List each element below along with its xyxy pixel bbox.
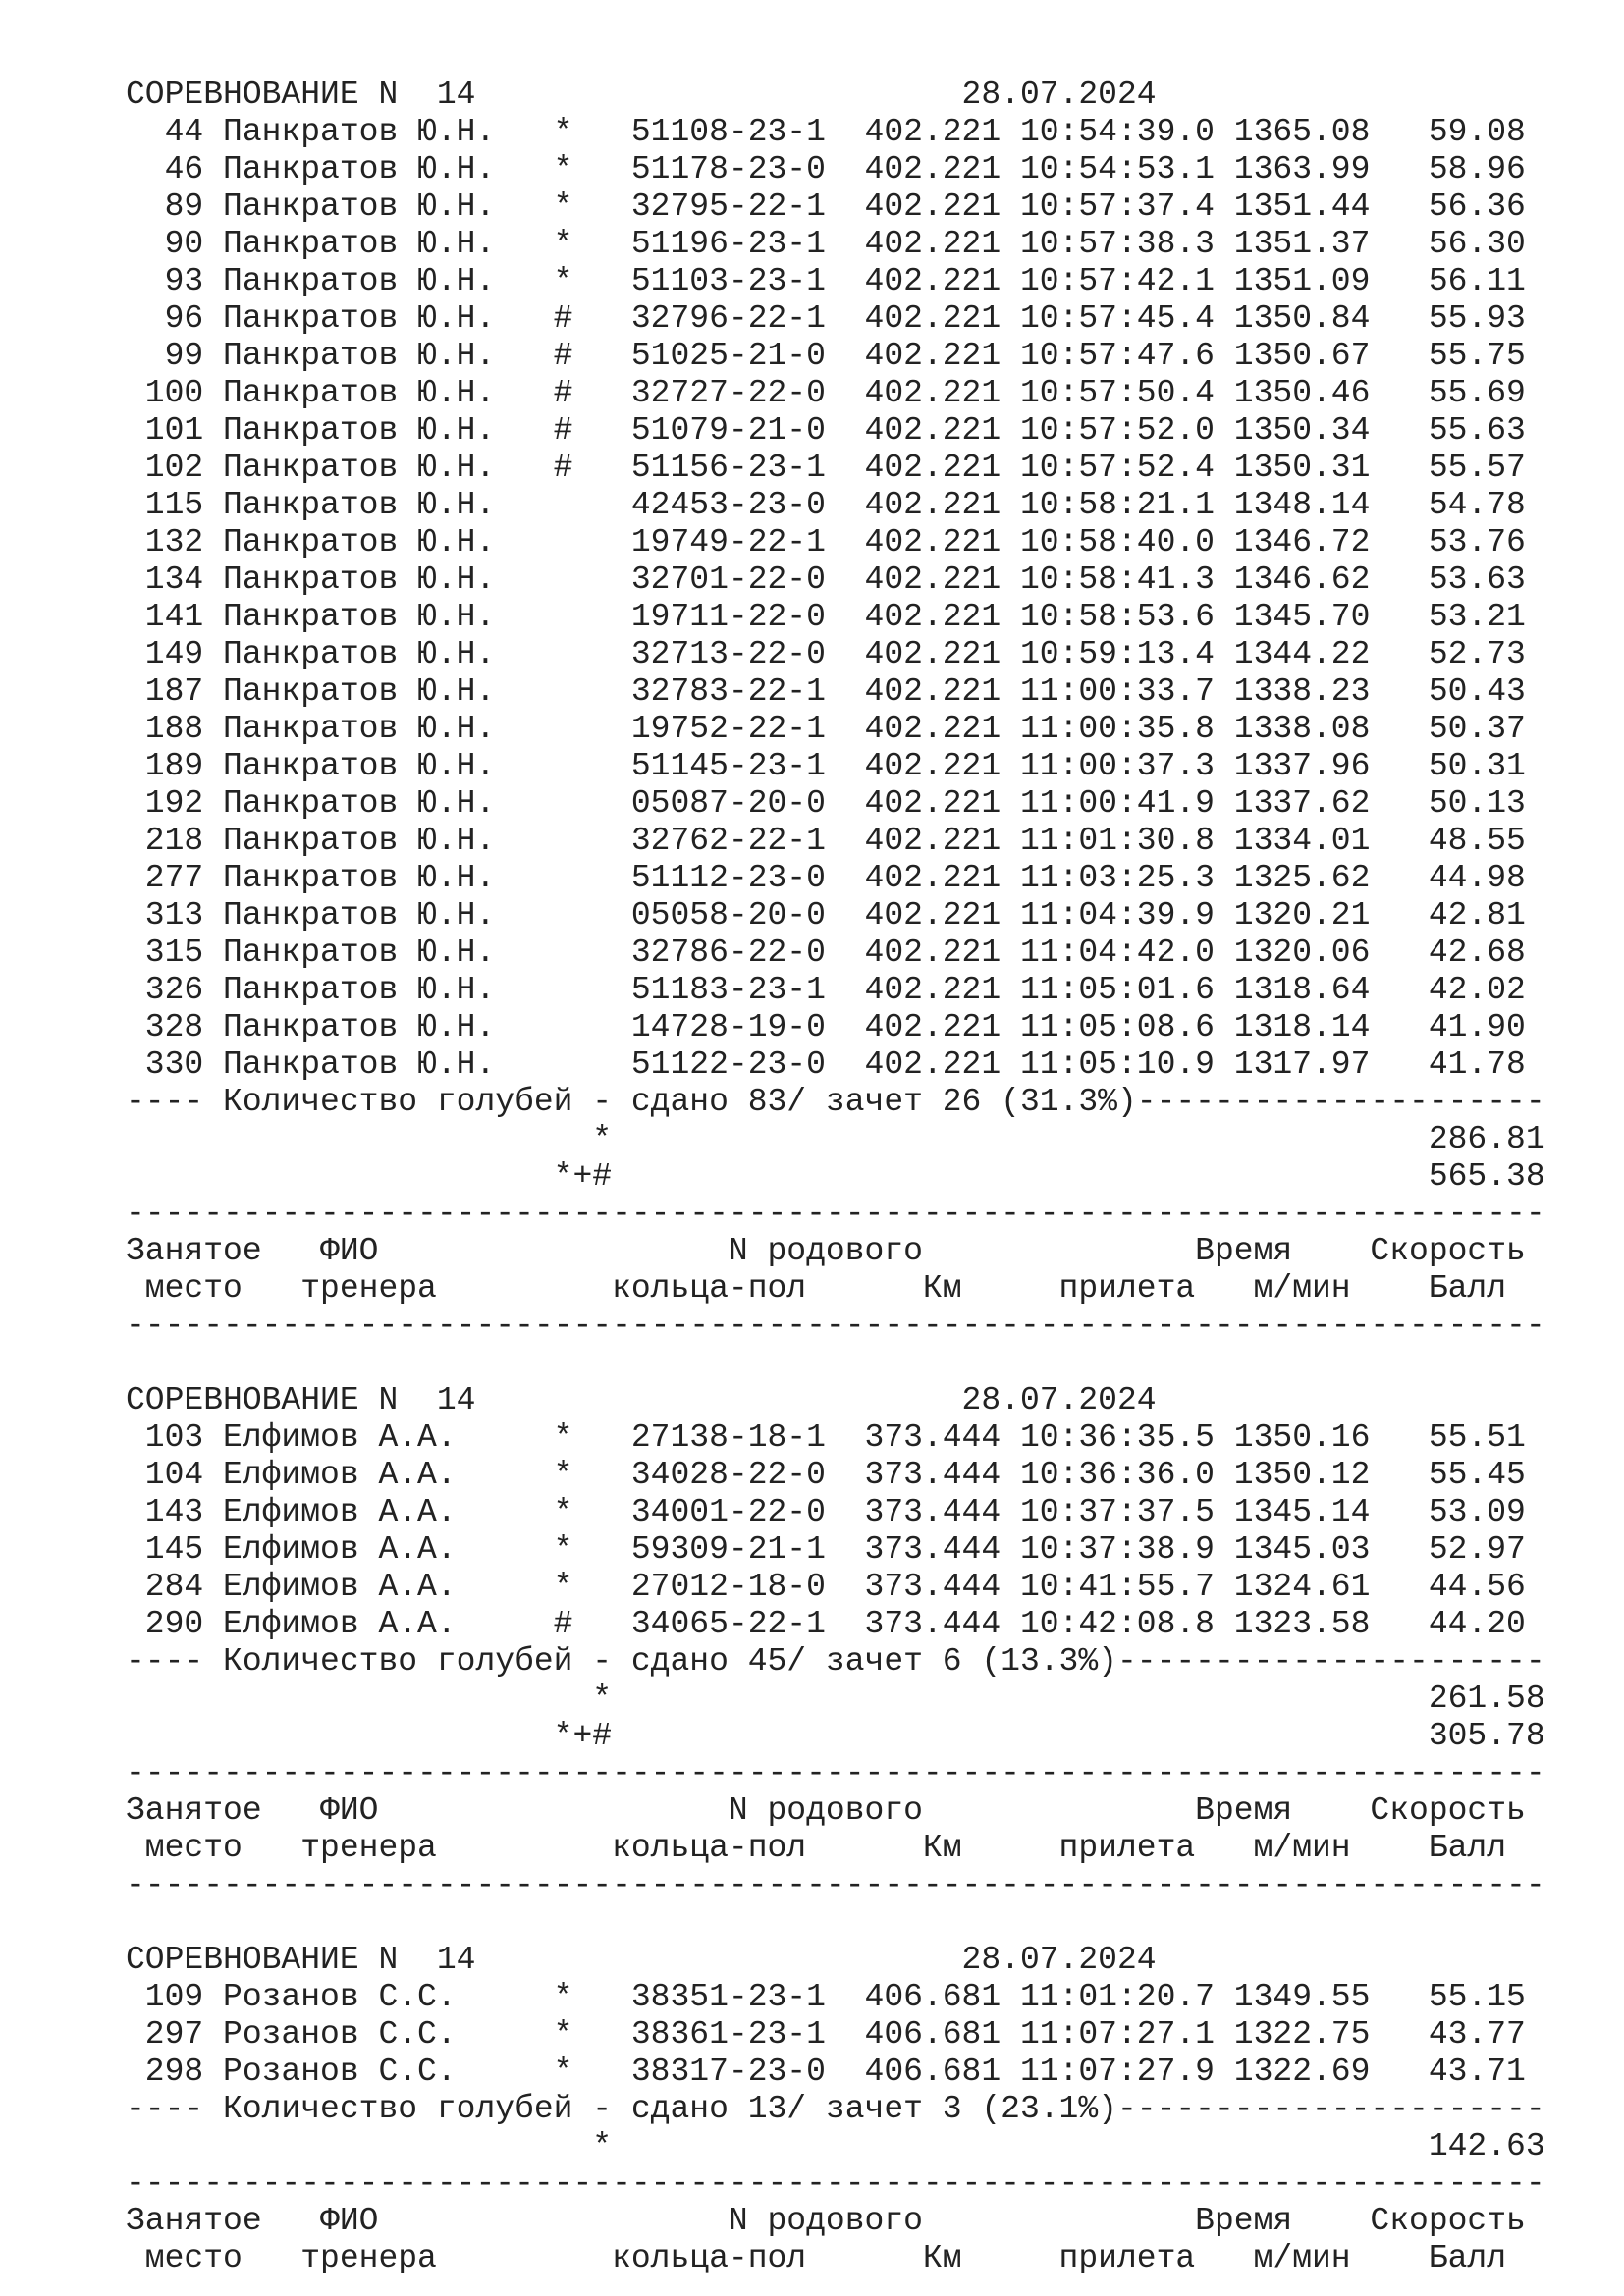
table-row: 328 Панкратов Ю.Н. 14728-19-0 402.221 11:05:08.6 1318.14 41.90: [126, 1009, 1526, 1045]
total-line: *+# 305.78: [126, 1718, 1545, 1754]
table-row: 330 Панкратов Ю.Н. 51122-23-0 402.221 11:05:10.9 1317.97 41.78: [126, 1046, 1526, 1083]
divider: -------------------------------------------------------------------------: [126, 1196, 1545, 1232]
table-row: 109 Розанов С.С. * 38351-23-1 406.681 11:01:20.7 1349.55 55.15: [126, 1979, 1526, 2015]
table-row: 192 Панкратов Ю.Н. 05087-20-0 402.221 11:00:41.9 1337.62 50.13: [126, 785, 1526, 822]
table-row: 93 Панкратов Ю.Н. * 51103-23-1 402.221 10:57:42.1 1351.09 56.11: [126, 263, 1526, 299]
table-row: 149 Панкратов Ю.Н. 32713-22-0 402.221 10:59:13.4 1344.22 52.73: [126, 636, 1526, 672]
table-row: 99 Панкратов Ю.Н. # 51025-21-0 402.221 10:57:47.6 1350.67 55.75: [126, 338, 1526, 374]
summary-line: ---- Количество голубей - сдано 83/ зачет 26 (31.3%)---------------------: [126, 1084, 1545, 1120]
total-line: * 286.81: [126, 1121, 1545, 1157]
summary-line: ---- Количество голубей - сдано 13/ зачет 3 (23.1%)----------------------: [126, 2091, 1545, 2127]
table-row: 315 Панкратов Ю.Н. 32786-22-0 402.221 11:04:42.0 1320.06 42.68: [126, 934, 1526, 971]
column-header-row2: место тренера кольца-пол Км прилета м/мин Балл: [126, 1830, 1507, 1866]
divider: -------------------------------------------------------------------------: [126, 2165, 1545, 2202]
competition-header: СОРЕВНОВАНИЕ N 14 28.07.2024: [126, 1382, 1157, 1418]
column-header-row2: место тренера кольца-пол Км прилета м/мин Балл: [126, 2240, 1507, 2276]
table-row: 46 Панкратов Ю.Н. * 51178-23-0 402.221 10:54:53.1 1363.99 58.96: [126, 151, 1526, 187]
spacer: [126, 1345, 1545, 1382]
table-row: 89 Панкратов Ю.Н. * 32795-22-1 402.221 10:57:37.4 1351.44 56.36: [126, 188, 1526, 225]
table-row: 218 Панкратов Ю.Н. 32762-22-1 402.221 11:01:30.8 1334.01 48.55: [126, 823, 1526, 859]
summary-line: ---- Количество голубей - сдано 45/ зачет 6 (13.3%)----------------------: [126, 1643, 1545, 1680]
column-header-row1: Занятое ФИО N родового Время Скорость: [126, 1792, 1526, 1829]
table-row: 290 Елфимов А.А. # 34065-22-1 373.444 10:42:08.8 1323.58 44.20: [126, 1606, 1526, 1642]
table-row: 145 Елфимов А.А. * 59309-21-1 373.444 10:37:38.9 1345.03 52.97: [126, 1531, 1526, 1568]
spacer: [126, 1904, 1545, 1942]
table-row: 104 Елфимов А.А. * 34028-22-0 373.444 10:36:36.0 1350.12 55.45: [126, 1457, 1526, 1493]
total-line: *+# 565.38: [126, 1158, 1545, 1195]
table-row: 90 Панкратов Ю.Н. * 51196-23-1 402.221 10:57:38.3 1351.37 56.30: [126, 226, 1526, 262]
table-row: 100 Панкратов Ю.Н. # 32727-22-0 402.221 10:57:50.4 1350.46 55.69: [126, 375, 1526, 411]
divider: -------------------------------------------------------------------------: [126, 1308, 1545, 1344]
table-row: 103 Елфимов А.А. * 27138-18-1 373.444 10:36:35.5 1350.16 55.51: [126, 1419, 1526, 1456]
table-row: 189 Панкратов Ю.Н. 51145-23-1 402.221 11:00:37.3 1337.96 50.31: [126, 748, 1526, 784]
table-row: 141 Панкратов Ю.Н. 19711-22-0 402.221 10:58:53.6 1345.70 53.21: [126, 599, 1526, 635]
column-header-row1: Занятое ФИО N родового Время Скорость: [126, 1233, 1526, 1269]
table-row: 297 Розанов С.С. * 38361-23-1 406.681 11:07:27.1 1322.75 43.77: [126, 2016, 1526, 2053]
table-row: 115 Панкратов Ю.Н. 42453-23-0 402.221 10:58:21.1 1348.14 54.78: [126, 487, 1526, 523]
competition-header: СОРЕВНОВАНИЕ N 14 28.07.2024: [126, 1942, 1157, 1978]
table-row: 188 Панкратов Ю.Н. 19752-22-1 402.221 11:00:35.8 1338.08 50.37: [126, 711, 1526, 747]
column-header-row1: Занятое ФИО N родового Время Скорость: [126, 2203, 1526, 2239]
table-row: 277 Панкратов Ю.Н. 51112-23-0 402.221 11:03:25.3 1325.62 44.98: [126, 860, 1526, 896]
total-line: * 261.58: [126, 1681, 1545, 1717]
divider: -------------------------------------------------------------------------: [126, 1755, 1545, 1791]
results-document: [126, 77, 1545, 2277]
competition-header: СОРЕВНОВАНИЕ N 14 28.07.2024: [126, 77, 1157, 113]
table-row: 284 Елфимов А.А. * 27012-18-0 373.444 10:41:55.7 1324.61 44.56: [126, 1569, 1526, 1605]
table-row: 187 Панкратов Ю.Н. 32783-22-1 402.221 11:00:33.7 1338.23 50.43: [126, 673, 1526, 710]
table-row: 102 Панкратов Ю.Н. # 51156-23-1 402.221 10:57:52.4 1350.31 55.57: [126, 450, 1526, 486]
table-row: 44 Панкратов Ю.Н. * 51108-23-1 402.221 10:54:39.0 1365.08 59.08: [126, 114, 1526, 150]
total-line: * 142.63: [126, 2128, 1545, 2164]
divider: -------------------------------------------------------------------------: [126, 1867, 1545, 1903]
column-header-row2: место тренера кольца-пол Км прилета м/мин Балл: [126, 1270, 1507, 1307]
table-row: 101 Панкратов Ю.Н. # 51079-21-0 402.221 10:57:52.0 1350.34 55.63: [126, 412, 1526, 449]
table-row: 132 Панкратов Ю.Н. 19749-22-1 402.221 10:58:40.0 1346.72 53.76: [126, 524, 1526, 561]
table-row: 313 Панкратов Ю.Н. 05058-20-0 402.221 11:04:39.9 1320.21 42.81: [126, 897, 1526, 934]
table-row: 326 Панкратов Ю.Н. 51183-23-1 402.221 11:05:01.6 1318.64 42.02: [126, 972, 1526, 1008]
table-row: 143 Елфимов А.А. * 34001-22-0 373.444 10:37:37.5 1345.14 53.09: [126, 1494, 1526, 1530]
table-row: 134 Панкратов Ю.Н. 32701-22-0 402.221 10:58:41.3 1346.62 53.63: [126, 561, 1526, 598]
table-row: 298 Розанов С.С. * 38317-23-0 406.681 11:07:27.9 1322.69 43.71: [126, 2054, 1526, 2090]
table-row: 96 Панкратов Ю.Н. # 32796-22-1 402.221 10:57:45.4 1350.84 55.93: [126, 300, 1526, 337]
